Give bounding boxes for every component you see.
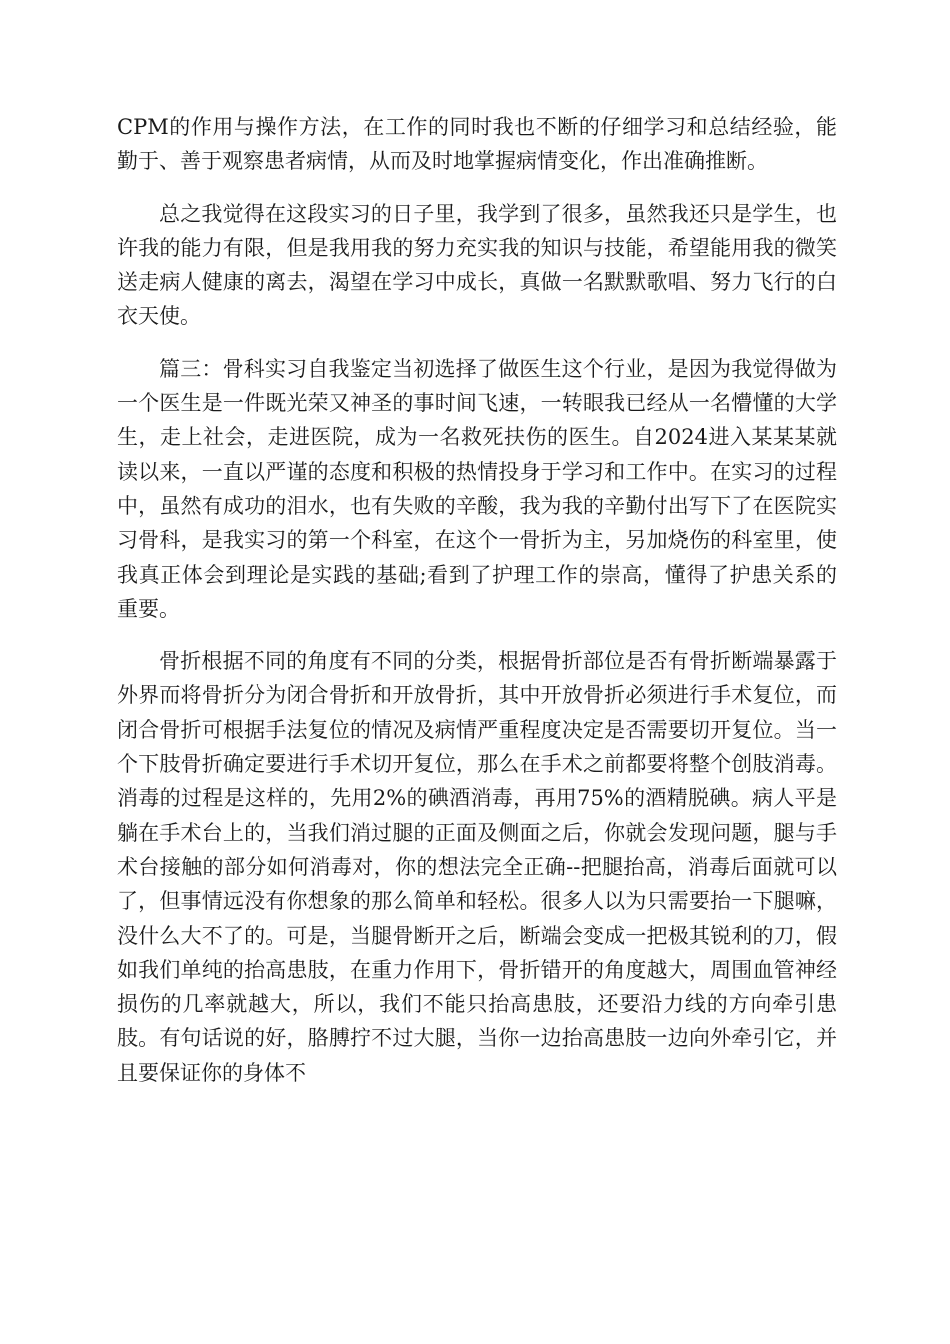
paragraph-cpm-continuation: CPM的作用与操作方法，在工作的同时我也不断的仔细学习和总结经验，能勤于、善于观察患者病情，从而及时地掌握病情变化，作出准确推断。 (117, 115, 837, 174)
paragraph-summary: 总之我觉得在这段实习的日子里，我学到了很多，虽然我还只是学生，也许我的能力有限，但是我用我的努力充实我的知识与技能，希望能用我的微笑送走病人健康的离去，渴望在学习中成长，真做一名默默歌唱、努力飞行的白衣天使。 (117, 201, 837, 329)
paragraph-fracture-classification: 骨折根据不同的角度有不同的分类，根据骨折部位是否有骨折断端暴露于外界而将骨折分为闭合骨折和开放骨折，其中开放骨折必须进行手术复位，而闭合骨折可根据手法复位的情况及病情严重程度决定是否需要切开复位。当一个下肢骨折确定要进行手术切开复位，那么在手术之前都要将整个创肢消毒。消毒的过程是这样的，先用2%的碘酒消毒，再用75%的酒精脱碘。病人平是躺在手术台上的，当我们消过腿的正面及侧面之后，你就会发现问题，腿与手术台接触的部分如何消毒对，你的想法完全正确--把腿抬高，消毒后面就可以了，但事情远没有你想象的那么简单和轻松。很多人以为只需要抬一下腿嘛，没什么大不了的。可是，当腿骨断开之后，断端会变成一把极其锐利的刀，假如我们单纯的抬高患肢，在重力作用下，骨折错开的角度越大，周围血管神经损伤的几率就越大，所以，我们不能只抬高患肢，还要沿力线的方向牵引患肢。有句话说的好，胳膊拧不过大腿，当你一边抬高患肢一边向外牵引它，并且要保证你的身体不 (117, 649, 837, 1085)
paragraph-part-three: 篇三：骨科实习自我鉴定当初选择了做医生这个行业，是因为我觉得做为一个医生是一件既光荣又神圣的事时间飞速，一转眼我已经从一名懵懂的大学生，走上社会，走进医院，成为一名救死扶伤的医生。自2024进入某某某就读以来，一直以严谨的态度和积极的热情投身于学习和工作中。在实习的过程中，虽然有成功的泪水，也有失败的辛酸，我为我的辛勤付出写下了在医院实习骨科，是我实习的第一个科室，在这个一骨折为主，另加烧伤的科室里，使我真正体会到理论是实践的基础;看到了护理工作的崇高，懂得了护患关系的重要。 (117, 356, 837, 621)
document-page (117, 110, 837, 1108)
